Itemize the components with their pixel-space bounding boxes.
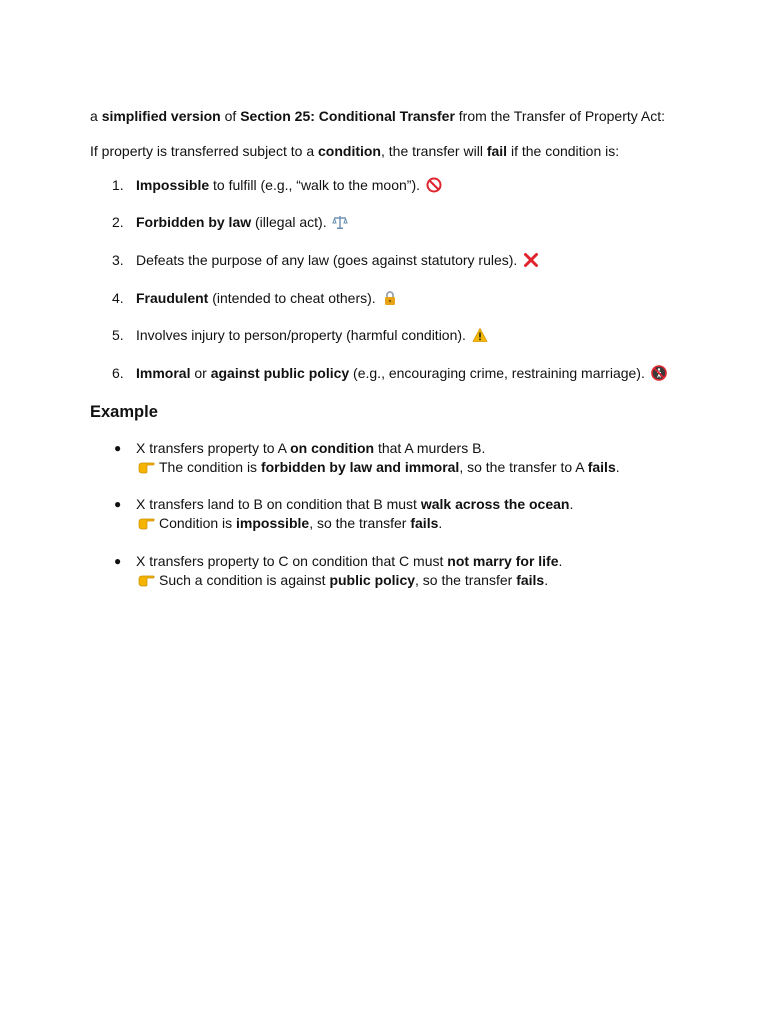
example-line-1	[136, 495, 573, 514]
example-text: The condition is	[159, 459, 261, 475]
example-bold-text: fails	[516, 572, 545, 588]
list-item	[112, 326, 712, 344]
warning-icon	[472, 327, 488, 343]
list-text: (intended to cheat others).	[208, 290, 380, 306]
example-line-2	[138, 514, 442, 533]
example-text: .	[615, 459, 620, 475]
example-text: , so the transfer to A	[459, 459, 588, 475]
example-bold-text: public policy	[329, 572, 416, 588]
intro-text: of	[220, 108, 241, 124]
example-text: Such a condition is against	[159, 572, 330, 588]
intro-text: , the transfer will	[381, 143, 487, 159]
pointing-hand-icon	[138, 573, 156, 587]
example-text: X transfers property to C on condition that C must	[136, 553, 448, 569]
list-number: 1.	[112, 177, 124, 193]
list-text: (e.g., encouraging crime, restraining marriage).	[349, 365, 649, 381]
example-line-2	[138, 458, 620, 477]
list-text: (illegal act).	[251, 214, 331, 230]
list-number: 2.	[112, 214, 124, 230]
example-text: X transfers property to A	[136, 440, 291, 456]
example-bold-text: not marry for life	[447, 553, 559, 569]
list-text: Involves injury to person/property (harmful condition).	[136, 327, 470, 343]
intro-text: from the Transfer of Property Act:	[454, 108, 665, 124]
example-line-2	[138, 571, 548, 590]
list-item	[112, 176, 712, 194]
no-pedestrians-icon	[651, 365, 667, 381]
intro-bold-text: simplified version	[101, 108, 221, 124]
lock-icon	[382, 290, 398, 306]
example-text: .	[569, 496, 574, 512]
scales-icon	[332, 214, 348, 230]
list-bold-text: Fraudulent	[136, 290, 209, 306]
example-text: .	[438, 515, 443, 531]
example-line-1	[136, 439, 485, 458]
example-heading: Example	[90, 403, 158, 421]
list-number: 5.	[112, 327, 124, 343]
list-item	[112, 251, 712, 269]
list-text: or	[190, 365, 211, 381]
example-text: that A murders B.	[374, 440, 486, 456]
intro-bold-text: condition	[318, 143, 381, 159]
example-bold-text: fails	[410, 515, 439, 531]
list-bold-text: Impossible	[136, 177, 210, 193]
list-bold-text: Immoral	[136, 365, 191, 381]
intro-text: If property is transferred subject to a	[90, 143, 318, 159]
list-number: 3.	[112, 252, 124, 268]
prohibited-icon	[426, 177, 442, 193]
list-number: 6.	[112, 365, 124, 381]
list-bold-text: Forbidden by law	[136, 214, 252, 230]
list-number: 4.	[112, 290, 124, 306]
cross-mark-icon	[523, 252, 539, 268]
example-bold-text: impossible	[236, 515, 310, 531]
list-item	[112, 364, 712, 382]
example-bold-text: on condition	[290, 440, 375, 456]
example-text: , so the transfer	[309, 515, 411, 531]
pointing-hand-icon	[138, 460, 156, 474]
list-text: Defeats the purpose of any law (goes against statutory rules).	[136, 252, 522, 268]
bullet-dot: ●	[114, 441, 122, 455]
bullet-dot: ●	[114, 554, 122, 568]
intro-text: if the condition is:	[507, 143, 620, 159]
example-bold-text: walk across the ocean	[420, 496, 570, 512]
list-item	[112, 289, 712, 307]
example-text: Condition is	[159, 515, 237, 531]
example-text: .	[544, 572, 549, 588]
section-title-text: Section 25: Conditional Transfer	[240, 108, 455, 124]
intro-text: a	[90, 108, 102, 124]
list-item	[112, 213, 712, 231]
example-text: , so the transfer	[415, 572, 517, 588]
example-bold-text: forbidden by law and immoral	[260, 459, 460, 475]
pointing-hand-icon	[138, 516, 156, 530]
example-bold-text: fails	[587, 459, 616, 475]
bullet-dot: ●	[114, 497, 122, 511]
example-line-1	[136, 552, 562, 571]
intro-bold-text: fail	[486, 143, 508, 159]
list-text: to fulfill (e.g., “walk to the moon”).	[209, 177, 424, 193]
example-text: X transfers land to B on condition that B must	[136, 496, 421, 512]
example-text: .	[558, 553, 563, 569]
list-bold-text: against public policy	[210, 365, 350, 381]
intro-paragraph-1	[90, 107, 710, 125]
intro-paragraph-2	[90, 142, 710, 160]
